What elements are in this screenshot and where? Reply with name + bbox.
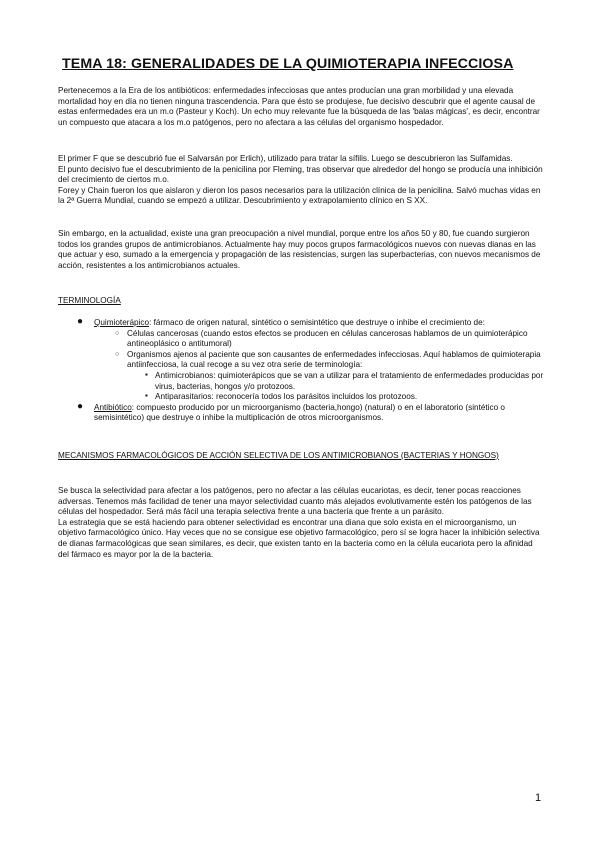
mecanismos-p2: La estrategia que se está haciendo para obtener selectividad es encontrar una diana que solo exista en el microorganismo, un objetivo farmacológico único. Hay veces que no se consigue ese objetivo farmacológico, pero sí se logra hacer la inhibición selectiva de dianas farmacológicas que sean similares, es decir, que existen tanto en la bacteria como en la célula eucariota pero la afinidad del fármaco es mayor por la de la bacteria. <box>58 517 540 559</box>
sub-item-text: Organismos ajenos al paciente que son causantes de enfermedades infecciosas. Aquí hablamos de quimioterapia antiinfecciosa, la cual recoge a su vez otra serie de terminología: <box>127 349 541 370</box>
list-item-antiparasitarios <box>127 392 544 403</box>
intro-paragraph-2 <box>58 154 544 207</box>
mecanismos-heading <box>58 451 544 462</box>
list-item-quimioterapico <box>58 318 544 403</box>
intro-paragraph-3 <box>58 229 544 271</box>
section-heading-terminologia: TERMINOLOGÍA <box>58 296 121 305</box>
list-item-organismos-ajenos <box>94 350 544 403</box>
quimioterapico-sublist <box>94 329 544 403</box>
intro-p2-line-2: El punto decisivo fue el descubrimiento de la penicilina por Fleming, tras observar que alrededor del hongo se producía una inhibición del crecimiento de ciertos m.o. <box>58 164 543 185</box>
terminologia-heading <box>58 296 544 307</box>
list-item-celulas-cancerosas <box>94 329 544 350</box>
page-number: 1 <box>535 792 542 804</box>
intro-p3-text: Sin embargo, en la actualidad, existe una gran preocupación a nivel mundial, porque entre los años 50 y 80, fue cuando surgieron todos los grandes grupos de antimicrobianos. Actualmente hay muy pocos grupos farmacológicos nuevos con nuevas dianas en las que actuar y eso, sumado a la emergencia y propagación de las resistencias, surgen las superbacterias, con nuevos mecanismos de acción, resistentes a los antimicrobianos actuales. <box>58 229 541 270</box>
definition-quimioterapico: : fármaco de origen natural, sintético o semisintético que destruye o inhibe el crecimiento de: <box>149 318 485 327</box>
terminologia-bullets <box>58 318 544 424</box>
intro-paragraph-1 <box>58 86 544 128</box>
square-bullet-icon: ▪ <box>145 391 148 401</box>
circle-bullet-icon: ○ <box>115 350 120 358</box>
sub-item-text: Células cancerosas (cuando estos efectos se producen en células cancerosas hablamos de un quimioterápico antineoplásico o antitumoral) <box>127 328 528 349</box>
bullet-icon: ● <box>77 400 84 412</box>
term-quimioterapico: Quimioterápico <box>94 318 150 327</box>
page-title: TEMA 18: GENERALIDADES DE LA QUIMIOTERAPIA INFECCIOSA <box>62 56 514 72</box>
section-heading-mecanismos: MECANISMOS FARMACOLÓGICOS DE ACCIÓN SELECTIVA DE LOS ANTIMICROBIANOS (BACTERIAS Y HONGOS) <box>58 451 499 460</box>
mecanismos-p1: Se busca la selectividad para afectar a los patógenos, pero no afectar a las células eucariotas, es decir, tener pocas reacciones adversas. Tenemos más facilidad de tener una mayor selectividad cuanto más alejados evolutivamente estén los patógenos de las células del hospedador. Será más fácil una terapia selectiva frente a una bacteria que frente a un parásito. <box>58 486 532 517</box>
terminologia-list <box>58 318 544 424</box>
organismos-sublist <box>127 371 544 403</box>
intro-p2-line-3: Forey y Chain fueron los que aislaron y dieron los pasos necesarios para la utilización clínica de la penicilina. Salvó muchas vidas en la 2ª Guerra Mundial, cuando se empezó a utilizar. Descubrimiento y extrapolamiento clínico en S XX. <box>58 185 541 206</box>
definition-antibiotico: : compuesto producido por un microorganismo (bacteria,hongo) (natural) o en el laboratorio (sintético o semisintético) que destruye o inhibe la multiplicación de otros microorganismos. <box>94 402 505 423</box>
intro-p2-line-1: El primer F que se descubrió fue el Salvarsán por Erlich), utilizado para tratar la sífilis. Luego se descubrieron las Sulfamidas. <box>58 154 513 163</box>
sub-sub-item-text: Antiparasitarios: reconocería todos los parásitos incluidos los protozoos. <box>155 392 418 402</box>
bullet-icon: ● <box>77 316 84 327</box>
mecanismos-body <box>58 486 544 560</box>
list-item-antibiotico <box>58 400 544 424</box>
term-antibiotico: Antibiótico <box>94 402 132 412</box>
list-item-antimicrobianos <box>127 371 544 392</box>
sub-sub-item-text: Antimicrobianos: quimioterápicos que se van a utilizar para el tratamiento de enfermedades producidas por virus, bacterias, hongos y/o protozoos. <box>155 370 544 391</box>
intro-p1-text: Pertenecemos a la Era de los antibióticos: enfermedades infecciosas que antes producían una gran morbilidad y una elevada mortalidad hoy en día no tienen ninguna trascendencia. Para que ésto se produjese, fue decisivo descubrir que el agente causal de estas enfermedades era un m.o (Pasteur y Koch). Un echo muy relevante fue la búsqueda de las 'balas mágicas', es decir, encontrar un compuesto que atacara a los m.o patógenos, pero no afectara a las células del organismo hospedador. <box>58 86 540 127</box>
circle-bullet-icon: ○ <box>115 329 120 337</box>
square-bullet-icon: ▪ <box>145 369 148 379</box>
